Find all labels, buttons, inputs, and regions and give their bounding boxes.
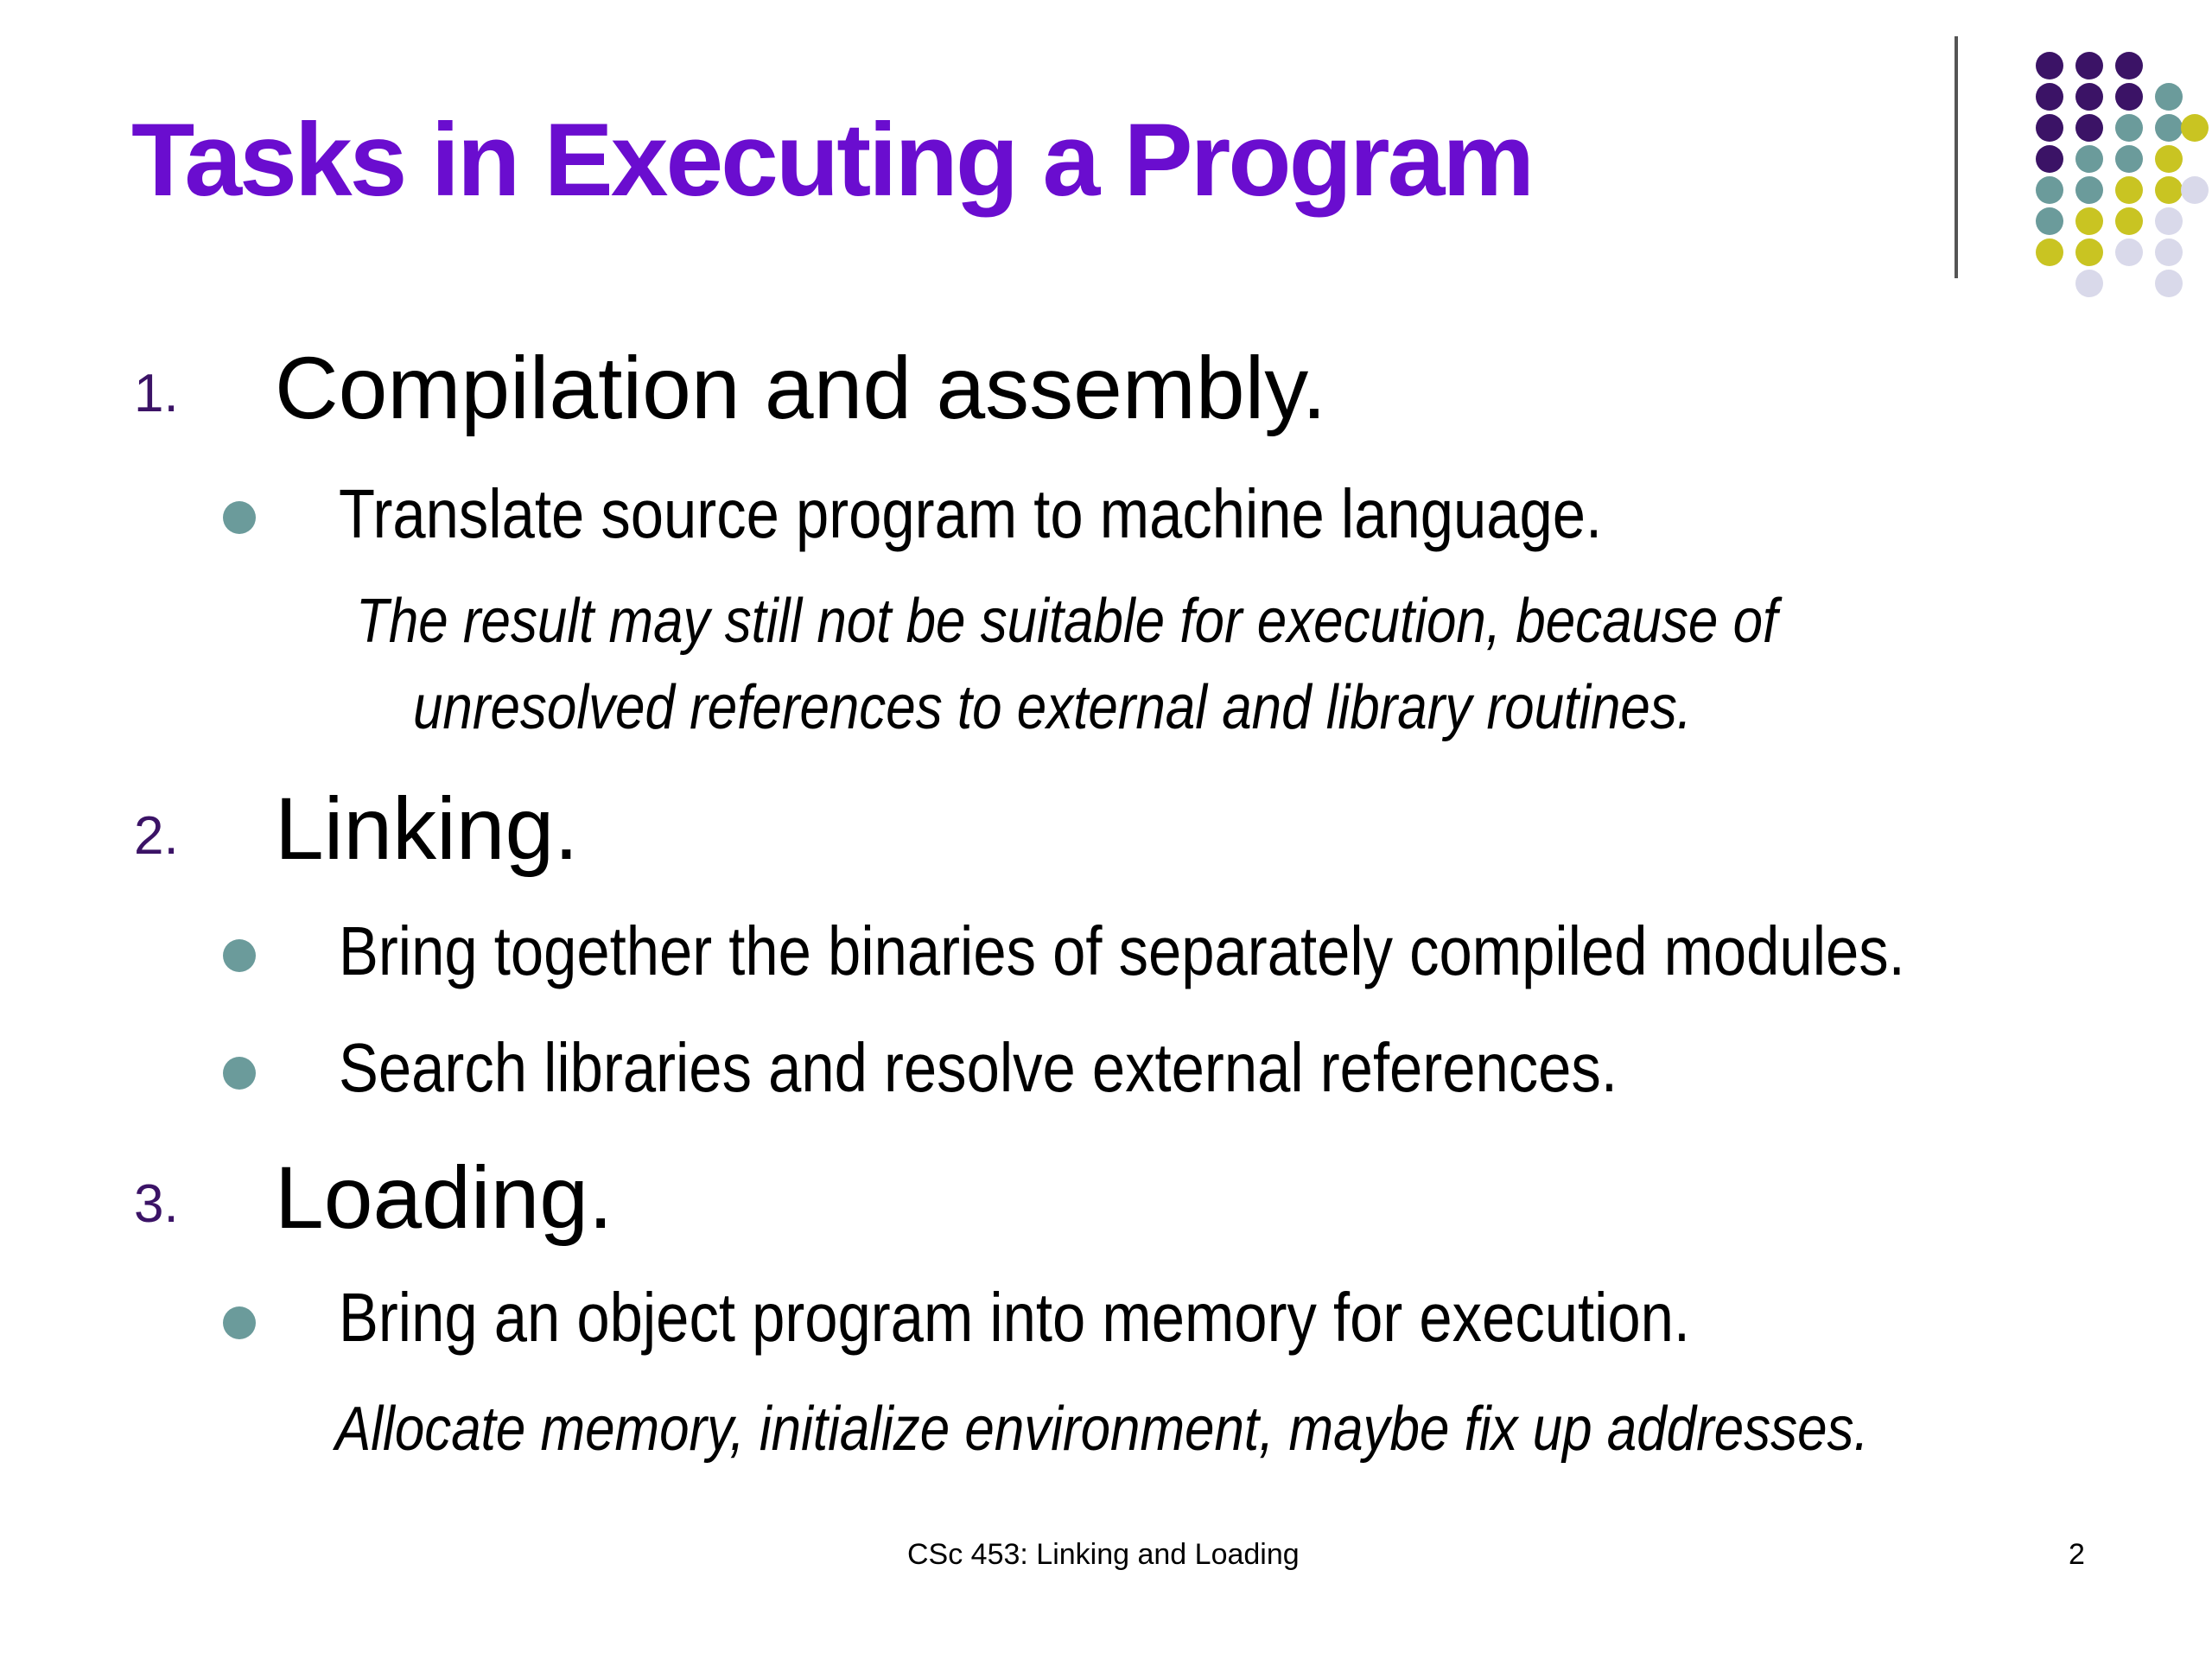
decor-dot <box>2155 270 2183 297</box>
slide-title: Tasks in Executing a Program <box>131 102 1533 218</box>
item-1-heading: Compilation and assembly. <box>275 339 1327 437</box>
decor-dot <box>2115 145 2143 173</box>
dot-grid-icon <box>0 0 2212 311</box>
decor-dot <box>2075 114 2103 142</box>
item-1-note-2: unresolved references to external and library routines. <box>413 673 1693 742</box>
decor-dot <box>2115 176 2143 204</box>
decor-dot <box>2155 176 2183 204</box>
item-3-note-1: Allocate memory, initialize environment, maybe fix up addresses. <box>335 1395 1869 1464</box>
decor-dot <box>2075 207 2103 235</box>
page-number: 2 <box>2069 1538 2085 1571</box>
item-3-bullet-1: Bring an object program into memory for execution. <box>339 1279 1691 1356</box>
bullet-icon <box>223 939 256 972</box>
decor-dot <box>2036 114 2063 142</box>
item-3-heading: Loading. <box>275 1148 613 1247</box>
decor-dot <box>2036 145 2063 173</box>
decor-dot <box>2155 83 2183 111</box>
decor-dot <box>2115 83 2143 111</box>
decor-dot <box>2075 176 2103 204</box>
decor-dot <box>2115 207 2143 235</box>
item-2-heading: Linking. <box>275 779 579 878</box>
decor-dot <box>2155 238 2183 266</box>
item-2-number: 2. <box>134 806 179 866</box>
decor-dot <box>2075 238 2103 266</box>
decor-dot <box>2155 114 2183 142</box>
bullet-icon <box>223 1057 256 1090</box>
decor-dot <box>2036 207 2063 235</box>
item-2-bullet-1: Bring together the binaries of separately compiled modules. <box>339 912 1905 989</box>
decor-dot <box>2075 270 2103 297</box>
decor-dot <box>2036 83 2063 111</box>
decor-dot <box>2155 145 2183 173</box>
decor-dot <box>2115 114 2143 142</box>
decor-dot <box>2075 83 2103 111</box>
bullet-icon <box>223 1306 256 1339</box>
slide-footer: CSc 453: Linking and Loading <box>907 1538 1300 1571</box>
decor-dot <box>2075 145 2103 173</box>
item-1-number: 1. <box>134 364 179 423</box>
item-1-note-1: The result may still not be suitable for execution, because of <box>356 587 1778 656</box>
decor-dot <box>2036 176 2063 204</box>
decor-dot <box>2036 238 2063 266</box>
item-3-number: 3. <box>134 1174 179 1234</box>
bullet-icon <box>223 501 256 534</box>
decor-dot <box>2115 52 2143 79</box>
decor-dot <box>2181 114 2209 142</box>
decor-dot <box>2075 52 2103 79</box>
decor-dot <box>2115 238 2143 266</box>
decor-dot <box>2155 207 2183 235</box>
item-2-bullet-2: Search libraries and resolve external references. <box>339 1029 1618 1106</box>
item-1-bullet-1: Translate source program to machine language. <box>339 475 1603 552</box>
decor-dot <box>2181 176 2209 204</box>
decor-dot <box>2036 52 2063 79</box>
